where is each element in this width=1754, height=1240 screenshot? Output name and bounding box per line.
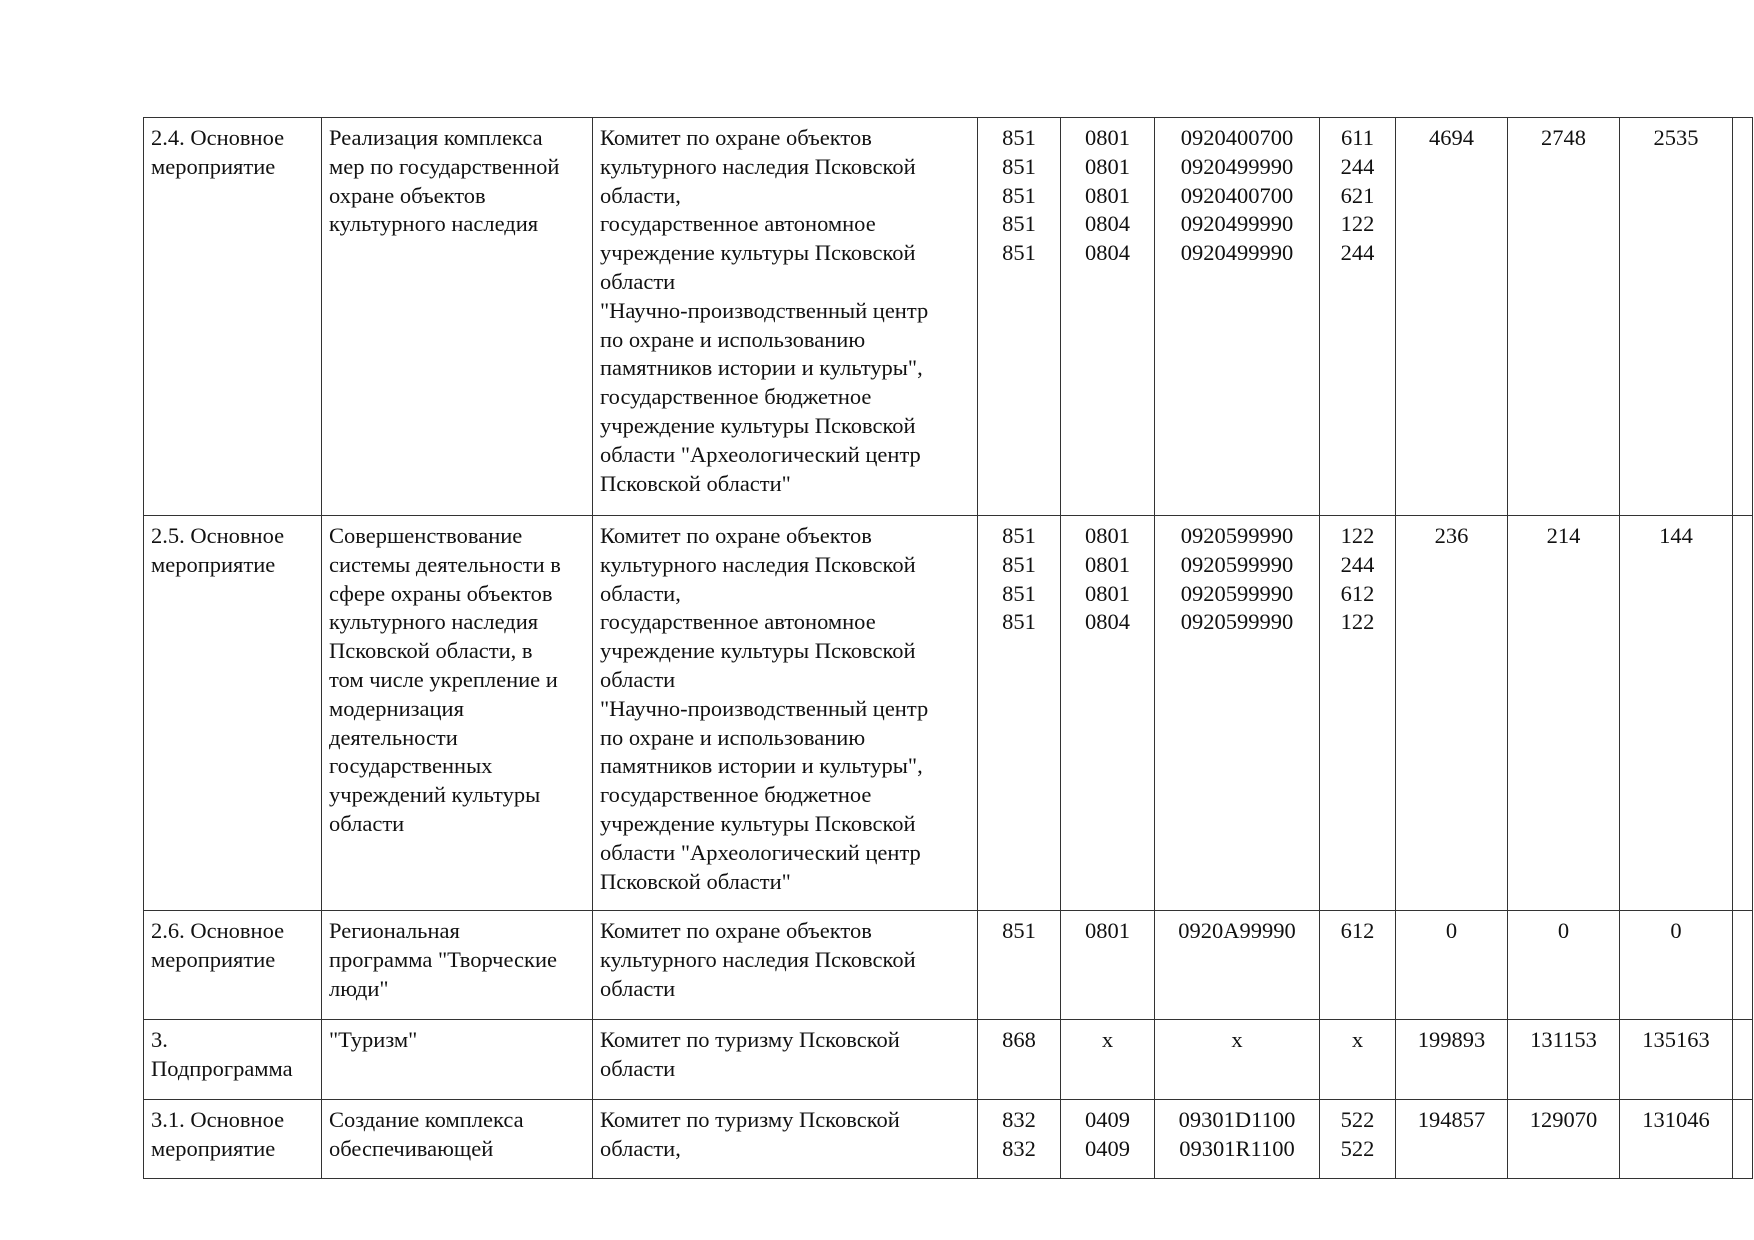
expense-type-code: x — [1320, 1020, 1396, 1100]
expense-type-code: 611 244 621 122 244 — [1320, 118, 1396, 516]
measure-name: "Туризм" — [322, 1020, 593, 1100]
row-number: 2.5. Основное мероприятие — [144, 516, 322, 911]
amount-year-2: 2748 — [1508, 118, 1620, 516]
target-article-code: 09301D1100 09301R1100 — [1155, 1100, 1320, 1179]
target-article-code: x — [1155, 1020, 1320, 1100]
grbs-code: 851 851 851 851 — [978, 516, 1061, 911]
row-number: 2.4. Основное мероприятие — [144, 118, 322, 516]
cut-off-column — [1733, 911, 1753, 1020]
amount-year-3: 2535 — [1620, 118, 1733, 516]
target-article-code: 0920A99990 — [1155, 911, 1320, 1020]
amount-year-1: 194857 — [1396, 1100, 1508, 1179]
executor: Комитет по охране объектов культурного наследия Псковской области, государственное автономное учреждение культуры Псковской области "Научно-производственный центр по охране и использованию памятников истории и культуры", государственное бюджетное учреждение культуры Псковской области "Археологический центр Псковской области" — [593, 118, 978, 516]
section-code: 0801 0801 0801 0804 — [1061, 516, 1155, 911]
cut-off-column — [1733, 118, 1753, 516]
executor: Комитет по охране объектов культурного наследия Псковской области, государственное автономное учреждение культуры Псковской области "Научно-производственный центр по охране и использованию памятников истории и культуры", государственное бюджетное учреждение культуры Псковской области "Археологический центр Псковской области" — [593, 516, 978, 911]
amount-year-2: 0 — [1508, 911, 1620, 1020]
program-funding-table — [143, 117, 1753, 1179]
grbs-code: 851 851 851 851 851 — [978, 118, 1061, 516]
cut-off-column — [1733, 1020, 1753, 1100]
expense-type-code: 122 244 612 122 — [1320, 516, 1396, 911]
table-row — [144, 516, 1753, 911]
table-row — [144, 911, 1753, 1020]
expense-type-code: 522 522 — [1320, 1100, 1396, 1179]
grbs-code: 832 832 — [978, 1100, 1061, 1179]
amount-year-3: 135163 — [1620, 1020, 1733, 1100]
section-code: 0409 0409 — [1061, 1100, 1155, 1179]
expense-type-code: 612 — [1320, 911, 1396, 1020]
executor: Комитет по туризму Псковской области, — [593, 1100, 978, 1179]
amount-year-1: 236 — [1396, 516, 1508, 911]
table-row — [144, 1100, 1753, 1179]
amount-year-3: 0 — [1620, 911, 1733, 1020]
measure-name: Создание комплекса обеспечивающей — [322, 1100, 593, 1179]
table-row — [144, 118, 1753, 516]
amount-year-2: 214 — [1508, 516, 1620, 911]
table-row — [144, 1020, 1753, 1100]
measure-name: Региональная программа "Творческие люди" — [322, 911, 593, 1020]
section-code: 0801 — [1061, 911, 1155, 1020]
amount-year-2: 131153 — [1508, 1020, 1620, 1100]
section-code: x — [1061, 1020, 1155, 1100]
executor: Комитет по туризму Псковской области — [593, 1020, 978, 1100]
amount-year-3: 144 — [1620, 516, 1733, 911]
amount-year-1: 0 — [1396, 911, 1508, 1020]
target-article-code: 0920599990 0920599990 0920599990 0920599990 — [1155, 516, 1320, 911]
cut-off-column — [1733, 516, 1753, 911]
amount-year-1: 4694 — [1396, 118, 1508, 516]
measure-name: Совершенствование системы деятельности в сфере охраны объектов культурного наследия Псковской области, в том числе укрепление и модернизация деятельности государственных учреждений культуры области — [322, 516, 593, 911]
grbs-code: 868 — [978, 1020, 1061, 1100]
target-article-code: 0920400700 0920499990 0920400700 0920499990 0920499990 — [1155, 118, 1320, 516]
cut-off-column — [1733, 1100, 1753, 1179]
amount-year-2: 129070 — [1508, 1100, 1620, 1179]
row-number: 3.1. Основное мероприятие — [144, 1100, 322, 1179]
row-number: 2.6. Основное мероприятие — [144, 911, 322, 1020]
measure-name: Реализация комплекса мер по государственной охране объектов культурного наследия — [322, 118, 593, 516]
section-code: 0801 0801 0801 0804 0804 — [1061, 118, 1155, 516]
amount-year-3: 131046 — [1620, 1100, 1733, 1179]
row-number: 3. Подпрограмма — [144, 1020, 322, 1100]
amount-year-1: 199893 — [1396, 1020, 1508, 1100]
executor: Комитет по охране объектов культурного наследия Псковской области — [593, 911, 978, 1020]
grbs-code: 851 — [978, 911, 1061, 1020]
